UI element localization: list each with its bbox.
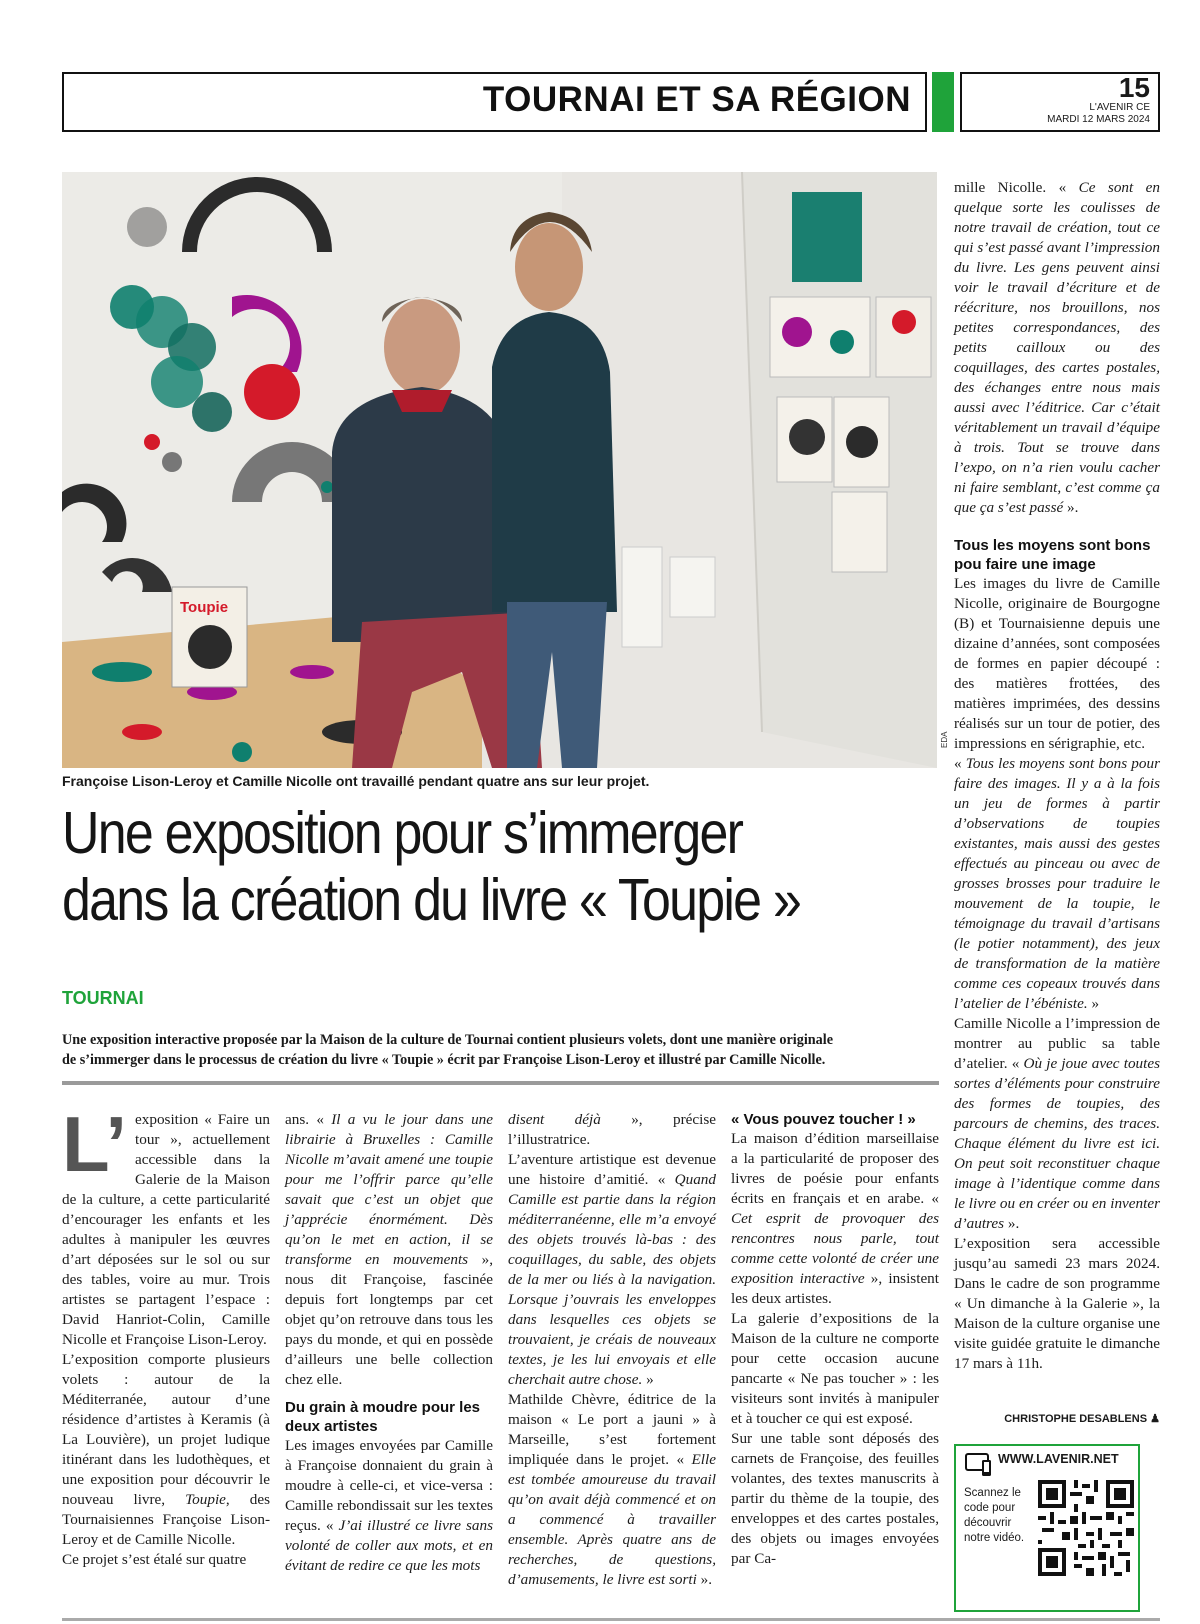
author-icon: ♟ — [1150, 1413, 1160, 1425]
lead-line: Une exposition interactive proposée par la Maison de la culture de Tournai contient plusieurs volets, dont une manière originale — [62, 1032, 833, 1048]
dateline: TOURNAI — [62, 988, 144, 1008]
article-column-1 — [62, 1100, 270, 1570]
photo-credit: EDA — [940, 731, 949, 748]
paragraph: Sur une table sont déposés des carnets de Françoise, des feuilles volantes, des textes manuscrits à partir du thème de la toupie, des enveloppes et des cartes postales, des objets ou images envoyées par Ca- — [731, 1430, 939, 1567]
paragraph: L’aventure artistique est devenue une histoire d’amitié. « Quand Camille est partie dans la région méditerranéenne, elle m’a envoyé des objets trouvés là-bas : des coquillages, du sable, des objets de la mer ou liés à la navigation. Lorsque j’ouvrais les enveloppes dans lesquelles ces objets se trouvaient, je créais de nouveaux textes, je les lui envoyais et elle cherchait autre chose. » — [508, 1151, 716, 1388]
paragraph: Les images envoyées par Camille à Françoise donnaient du grain à moudre à celle-ci, et vice-versa : Camille rebondissait sur les textes reçus. « J’ai illustré ce livre sans volonté de coller aux mots, et en évitant de redire ce que les mots — [285, 1437, 494, 1574]
headline-line: Une exposition pour s’immerger — [62, 800, 743, 866]
page-info-box — [960, 72, 1160, 132]
paragraph: La maison d’édition marseillaise a la particularité de proposer des livres de poésie pour enfants écrits en français et en arabe. « Cet esprit de provoquer des rencontres nous parle, tout comme cette volonté de créer une exposition interactive », insistent les deux artistes. — [731, 1130, 939, 1307]
section-color-bar — [932, 72, 954, 132]
book-cover-title: Toupie — [180, 599, 229, 616]
lead-line: de s’immerger dans le processus de création du livre « Toupie » écrit par Françoise Lison-Leroy et illustré par Camille Nicolle. — [62, 1052, 826, 1068]
byline: CHRISTOPHE DESABLENS ♟ — [1004, 1413, 1160, 1425]
paragraph: ans. « Il a vu le jour dans une librairie à Bruxelles : Camille Nicolle m’avait amené une toupie pour me l’offrir parce qu’elle savait que c’est un objet que j’apprécie énormément. Dès qu’on le met en action, il se transforme en mouvements », nous dit Françoise, fascinée depuis fort longtemps par cet objet qu’on retrouve dans tous les pays du monde, et qui en possède d’ailleurs une belle collection chez elle. — [285, 1111, 493, 1388]
subheading: « Vous pouvez toucher ! » — [731, 1111, 916, 1128]
scan-instructions: Scannez le code pour découvrir notre vidéo. — [964, 1487, 1025, 1544]
section-header — [62, 72, 927, 132]
paragraph: Camille Nicolle a l’impression de montrer au public sa table d’atelier. « Où je joue avec toutes sortes d’éléments pour construire des formes de toupies, des parcours de chemins, des traces. Chaque élément du livre est ici. On peut soit reconstituer chaque image à l’identique comme dans le livre ou en créer ou en inventer d’autres ». — [954, 1015, 1160, 1232]
lead-paragraph — [62, 1030, 942, 1070]
qr-code[interactable] — [1038, 1480, 1134, 1576]
subheading: Du grain à moudre pour les deux artistes — [285, 1399, 481, 1435]
paragraph: La galerie d’expositions de la Maison de la culture ne comporte pour cette occasion aucune pancarte « Ne pas toucher » : les visiteurs sont invités à manipuler et à toucher ce qui est exposé. — [731, 1310, 939, 1427]
issue-date: MARDI 12 MARS 2024 — [1047, 114, 1150, 125]
web-promo-box — [954, 1444, 1140, 1612]
paragraph: Les images du livre de Camille Nicolle, originaire de Bourgogne (B) et Tournaisienne depuis une dizaine d’années, sont composées de formes en papier découpé : des matières frottées, des matières imprimées, des dessins réalisés sur un tour de potier, des impressions en sérigraphie, etc. — [954, 575, 1160, 752]
article-photo — [62, 172, 937, 768]
article-column-5 — [954, 178, 1160, 1374]
headline — [62, 800, 836, 934]
page-bottom-rule — [62, 1618, 1160, 1621]
headline-line: dans la création du livre « Toupie » — [62, 867, 801, 933]
paragraph: L’exposition comporte plusieurs volets : autour de la Méditerranée, autour d’une résidence d’artistes à Keramis (à La Louvière), un projet ludique itinérant dans les ludothèques, et une exposition pour découvrir le nouveau livre, Toupie, des Tournaisiennes Françoise Lison-Leroy et de Camille Nicolle. — [62, 1351, 270, 1548]
drop-cap: L’ — [62, 1100, 128, 1188]
subheading: Tous les moyens sont bons pou faire une image — [954, 537, 1151, 573]
paragraph: disent déjà », précise l’illustratrice. — [508, 1111, 716, 1148]
paragraph: mille Nicolle. « Ce sont en quelque sorte les coulisses de notre travail de création, tout ce qui s’est passé avant l’impression du livre. Les gens peuvent ainsi voir le travail d’écriture et de réécriture, nos brouillons, nos petites correspondances, des petits cailloux ou des coquillages, des cartes postales, des échanges entre nous mais aussi avec l’éditrice. Car c’était véritablement un travail d’équipe à trois. Tout se trouve dans l’expo, on n’a rien voulu cacher ni faire semblant, c’est comme ça que ça s’est passé ». — [954, 179, 1160, 516]
website-link[interactable]: WWW.LAVENIR.NET — [998, 1452, 1119, 1466]
smartphone-icon — [964, 1452, 994, 1478]
section-title: TOURNAI ET SA RÉGION — [482, 80, 911, 119]
article-column-3 — [508, 1110, 716, 1590]
section-divider — [62, 1081, 939, 1085]
paragraph: exposition « Faire un tour », actuellement accessible dans la Galerie de la Maison de la culture, a cette particularité d’encourager les enfants et les adultes à manipuler les œuvres d’art déposées sur le sol ou sur des tables, voire au mur. Trois artistes se partagent l’espace : David Hanriot-Colin, Camille Nicolle et Françoise Lison-Leroy. — [62, 1111, 270, 1348]
paragraph: Mathilde Chèvre, éditrice de la maison « Le port a jauni » à Marseille, s’est fortement impliquée dans le projet. « Elle est tombée amoureuse du travail qu’on avait déjà commencé et on a commencé à travailler ensemble. Après quatre ans de recherches, de questions, d’amusements, le livre est sorti ». — [508, 1391, 716, 1588]
paragraph: « Tous les moyens sont bons pour faire des images. Il y a à la fois un jeu de formes à partir d’observations de toupies existantes, mais aussi des gestes effectués au pinceau ou avec de grosses brosses pour traduire le mouvement de la toupie, le témoignage du travail d’artisans (le potier notamment), des jeux de transformation de la matière comme ces copeaux trouvés dans l’atelier de l’ébéniste. » — [954, 755, 1160, 1012]
article-column-4 — [731, 1110, 939, 1569]
paragraph: L’exposition sera accessible jusqu’au samedi 23 mars 2024. Dans le cadre de son programme « Un dimanche à la Galerie », la Maison de la culture organise une visite guidée gratuite le dimanche 17 mars à 11h. — [954, 1235, 1160, 1372]
paragraph: Ce projet s’est étalé sur quatre — [62, 1551, 247, 1568]
photo-caption: Françoise Lison-Leroy et Camille Nicolle ont travaillé pendant quatre ans sur leur projet. — [62, 773, 650, 789]
page-number: 15 — [1118, 72, 1150, 103]
publication-name: L'AVENIR CE — [1089, 102, 1150, 113]
article-column-2 — [285, 1110, 493, 1576]
